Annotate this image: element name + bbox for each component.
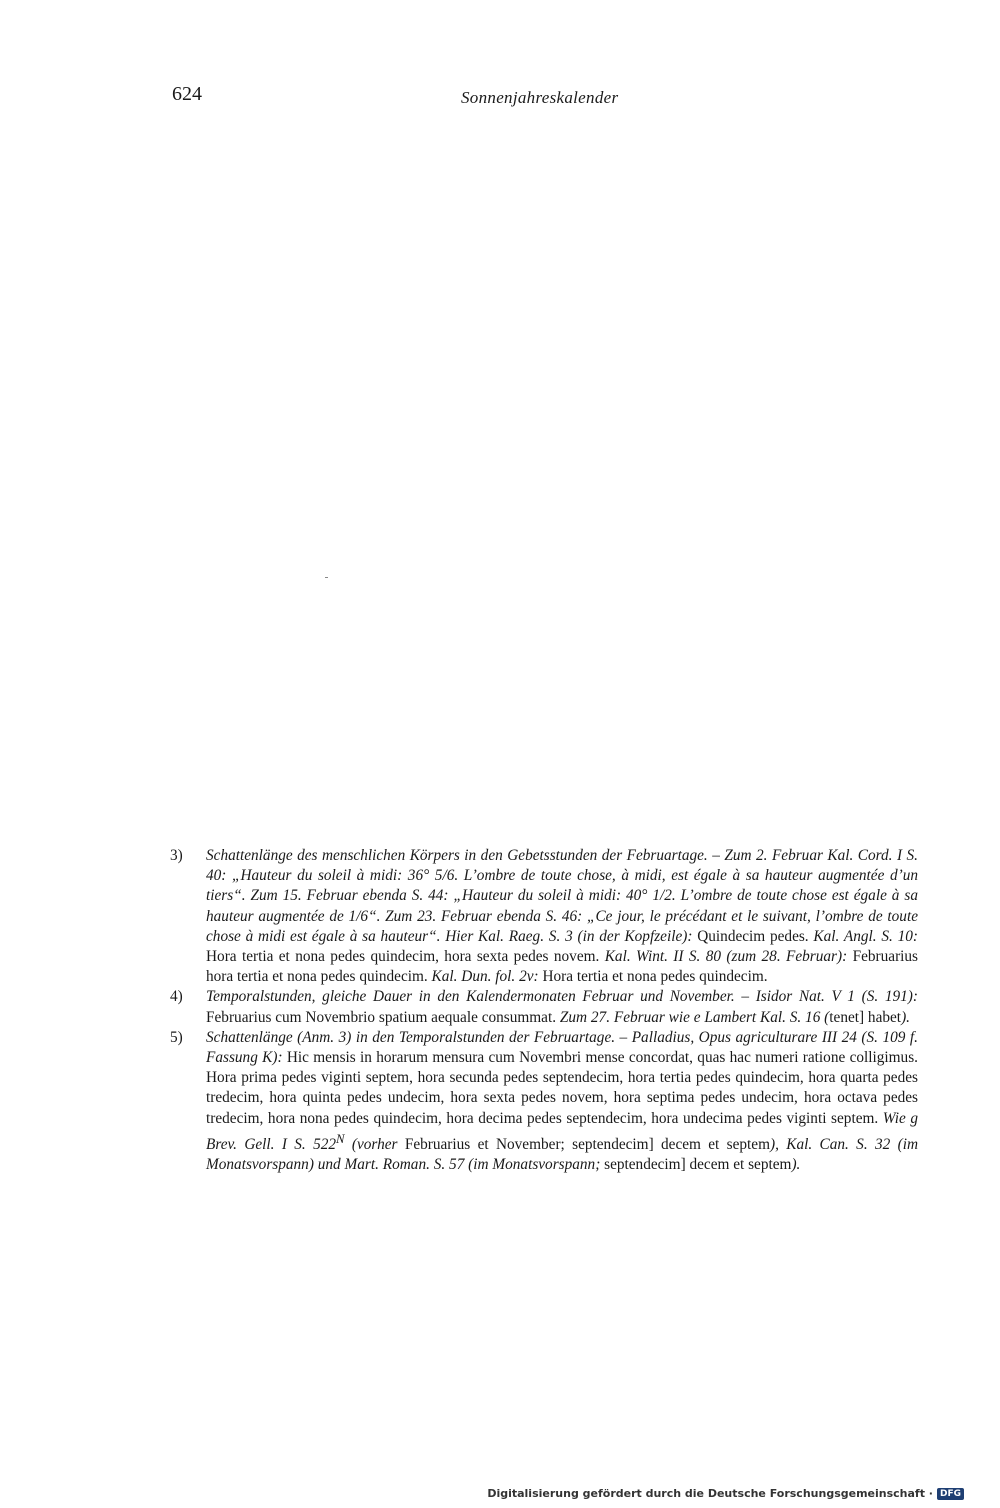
page-number: 624 bbox=[172, 83, 202, 105]
footnote-segment: Februarius hora tertia et nona pedes quindecim. bbox=[206, 948, 919, 986]
footnote-segment: Hora tertia et nona pedes quindecim. bbox=[538, 968, 768, 986]
footnote-segment: Kal. Dun. fol. 2v: bbox=[431, 968, 539, 986]
footnote-segment: ). bbox=[901, 1008, 910, 1026]
footnote-number: 3) bbox=[170, 847, 183, 864]
footnote-segment: Kal. Wint. II S. 80 (zum 28. Februar): bbox=[604, 948, 848, 966]
footnote-segment: Schattenlänge (Anm. 3) in den Temporalstunden der Februartage. – Palladius, Opus agriculturare III 24 (S. 109 f. Fassung K): bbox=[206, 1028, 918, 1067]
dfg-logo: DFG bbox=[937, 1488, 964, 1500]
footnotes bbox=[170, 846, 918, 1175]
digitization-credit: Digitalisierung gefördert durch die Deutsche Forschungsgemeinschaft · bbox=[487, 1487, 933, 1500]
footnote-segment: ). bbox=[791, 1156, 801, 1174]
footnote-segment: Wie g Brev. Gell. I S. 522 bbox=[206, 1109, 918, 1153]
footnote-segment: Hora tertia et nona pedes quindecim, hora sexta pedes novem. bbox=[206, 948, 605, 966]
footnote-text bbox=[206, 1029, 918, 1173]
running-title: Sonnenjahreskalender bbox=[461, 88, 619, 107]
footnote-segment: Quindecim pedes. bbox=[692, 927, 814, 945]
footer bbox=[487, 1487, 964, 1500]
footnote-segment: Februarius cum Novembrio spatium aequale consummat. bbox=[206, 1008, 560, 1026]
footnote-segment: (vorher bbox=[344, 1135, 405, 1153]
footnote-segment: Hic mensis in horarum mensura cum Novembri mense concordat, quas hac numeri ratione colligimus. Hora prima pedes viginti septem, hora secunda pedes septendecim, hora tertia pedes quindecim, hora quarta pedes tredecim, hora quinta pedes undecim, hora sexta pedes novem, hora septima pedes undecim, hora octava pedes tredecim, hora nona pedes quindecim, hora decima pedes septendecim, hora undecima pedes viginti septem. bbox=[206, 1049, 918, 1127]
footnote-segment: Schattenlänge des menschlichen Körpers in den Gebetsstunden der Februartage. – Zum 2. Februar Kal. Cord. I S. 40: „Hauteur du soleil à midi: 36° 5/6. L’ombre de toute chose, à midi, est égale à sa hauteur augmentée d’un tiers“. Zum 15. Februar ebenda S. 44: „Hauteur du soleil à midi: 40° 1/2. L’ombre de toute chose est égale à sa hauteur augmentée de 1/6“. Zum 23. Februar ebenda S. 46: „Ce jour, le précédant et le suivant, l’ombre de toute chose à midi est égale à sa hauteur“. Hier Kal. Raeg. S. 3 (in der Kopfzeile): bbox=[206, 847, 918, 945]
footnote-text bbox=[206, 988, 918, 1025]
footnote-segment: tenet] habet bbox=[829, 1008, 902, 1026]
footnote-segment: Kal. Angl. S. 10: bbox=[813, 927, 919, 945]
footnote-segment: Zum 27. Februar wie e Lambert Kal. S. 16 ( bbox=[559, 1008, 830, 1026]
footnote-segment: septendecim] decem et septem bbox=[604, 1156, 792, 1174]
footnote bbox=[170, 987, 918, 1027]
footnote-number: 4) bbox=[170, 988, 183, 1006]
footnote bbox=[170, 846, 918, 987]
footnote-segment: ), Kal. Can. S. 32 (im Monatsvorspann) und Mart. Roman. S. 57 (im Monatsvorspann; bbox=[206, 1135, 919, 1174]
footnote-segment: Februarius et November; septendecim] decem et septem bbox=[404, 1135, 770, 1153]
footnote-number: 5) bbox=[170, 1028, 183, 1046]
footnote bbox=[170, 1028, 918, 1176]
footnote-segment: Temporalstunden, gleiche Dauer in den Kalendermonaten Februar und November. – Isidor Nat. V 1 (S. 191): bbox=[206, 988, 918, 1006]
footnote-segment: N bbox=[336, 1131, 345, 1146]
footnote-text bbox=[206, 847, 918, 985]
stray-mark bbox=[325, 577, 328, 578]
